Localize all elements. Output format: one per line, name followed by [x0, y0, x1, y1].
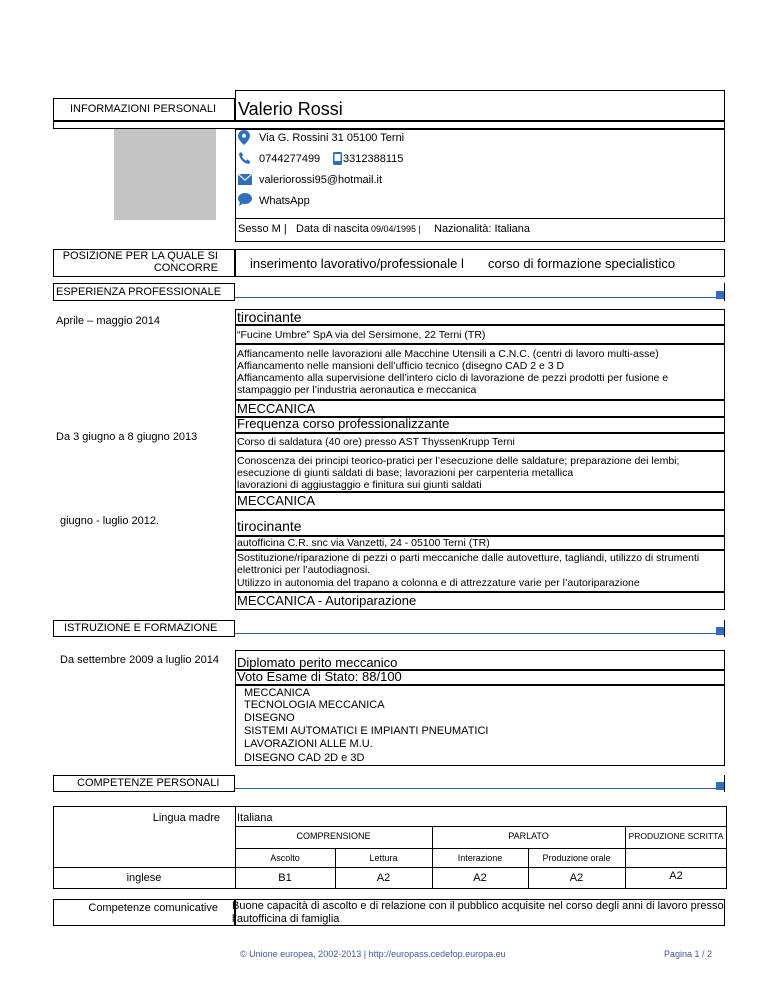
language-name: inglese: [126, 872, 162, 884]
mother-tongue-value: Italiana: [237, 812, 273, 824]
experience-1-desc-1: Affiancamento nelle lavorazioni alle Macchine Utensili a C.N.C. (centri di lavoro multi-asse): [237, 348, 659, 360]
education-title: Diplomato perito meccanico: [237, 655, 398, 670]
skills-section-marker: [716, 782, 724, 790]
education-subject-2: TECNOLOGIA MECCANICA: [244, 699, 385, 711]
experience-1-title: tirocinante: [237, 309, 302, 325]
experience-2-desc-3: lavorazioni di aggiustaggio e finitura sui giunti saldati: [237, 479, 482, 491]
experience-2-sector: MECCANICA: [237, 493, 316, 508]
messenger-text: WhatsApp: [259, 195, 310, 207]
footer-copyright[interactable]: © Unione europea, 2002-2013 | http://europass.cedefop.europa.eu: [240, 949, 506, 959]
education-right-edge: [724, 620, 725, 637]
education-grade: Voto Esame di Stato: 88/100: [237, 669, 402, 684]
position-value-1: inserimento lavorativo/professionale l: [250, 256, 464, 271]
experience-3-employer: autofficina C.R. snc via Vanzetti, 24 - 05100 Terni (TR): [237, 537, 490, 549]
education-subject-1: MECCANICA: [244, 687, 311, 699]
mother-tongue-label: Lingua madre: [152, 812, 220, 824]
birth-label: Data di nascita: [296, 223, 369, 235]
location-pin-icon: [238, 130, 250, 145]
level-interazione: A2: [473, 872, 487, 884]
mobile-phone-icon: [333, 152, 342, 165]
personal-section-label: INFORMAZIONI PERSONALI: [70, 103, 217, 115]
phone-number: 0744277499: [259, 153, 321, 165]
experience-3-title-box: [235, 510, 725, 536]
education-period: Da settembre 2009 a luglio 2014: [60, 654, 219, 666]
sex-text: Sesso M |: [238, 223, 287, 235]
skills-section-label: COMPETENZE PERSONALI: [77, 777, 220, 789]
communication-line-1: Buone capacità di ascolto e di relazione con il pubblico acquisite nel corso degli anni di lavoro presso: [232, 900, 724, 912]
experience-3-period: giugno - luglio 2012.: [60, 515, 160, 527]
email-icon: [238, 174, 252, 185]
education-subject-5: LAVORAZIONI ALLE M.U.: [244, 738, 373, 750]
position-label-line2: CONCORRE: [153, 262, 218, 274]
experience-3-title: tirocinante: [237, 518, 302, 534]
level-produzione-scritta: A2: [669, 870, 683, 882]
candidate-name: Valerio Rossi: [238, 99, 343, 119]
skills-right-edge: [724, 775, 725, 792]
position-value-2: corso di formazione specialistico: [488, 256, 676, 271]
experience-1-employer: “Fucine Umbre” SpA via del Sersimone, 22 Terni (TR): [237, 329, 486, 341]
header-comprensione: COMPRENSIONE: [296, 831, 371, 841]
experience-2-desc-1: Conoscenza dei principi teorico-pratici per l’esecuzione delle saldature; preparazione dei lembi;: [237, 455, 680, 467]
experience-2-desc-2: esecuzione di giunti saldati di base; lavorazioni per carpenteria metallica: [237, 467, 574, 479]
experience-3-desc-1: Sostituzione/riparazione di pezzi o parti meccaniche dalle autovetture, tagliandi, utilizzo di strumenti: [237, 552, 700, 564]
language-table-row2: [235, 848, 727, 849]
experience-1-desc-2: Affiancamento nelle mansioni dell’ufficio tecnico (disegno CAD 2 e 3 D: [237, 360, 565, 372]
education-section-bar: [235, 633, 718, 634]
experience-section-marker: [716, 291, 724, 299]
personal-spacer-row: [53, 121, 725, 129]
nationality-text: Nazionalità: Italiana: [434, 223, 531, 235]
experience-1-period: Aprile – maggio 2014: [56, 315, 160, 327]
education-subject-3: DISEGNO: [244, 712, 295, 724]
level-produzione-orale: A2: [569, 872, 584, 884]
education-subject-6: DISEGNO CAD 2D e 3D: [244, 752, 365, 764]
birth-date: 09/04/1995 |: [371, 224, 421, 234]
mobile-number: 3312388115: [343, 153, 404, 165]
header-interazione: Interazione: [457, 853, 503, 863]
chat-bubble-icon: [238, 193, 252, 206]
experience-1-desc-4: stampaggio per l’industria aeronautica e meccanica: [237, 384, 477, 396]
header-produzione-scritta: PRODUZIONE SCRITTA: [628, 831, 724, 841]
education-subject-4: SISTEMI AUTOMATICI E IMPIANTI PNEUMATICI: [244, 725, 489, 737]
header-ascolto: Ascolto: [270, 853, 300, 863]
footer-page-number: Pagina 1 / 2: [664, 949, 713, 959]
experience-section-bar: [235, 297, 718, 298]
education-section-label: ISTRUZIONE E FORMAZIONE: [64, 622, 218, 634]
email-address[interactable]: valeriorossi95@hotmail.it: [259, 174, 383, 186]
contact-divider: [235, 218, 725, 219]
experience-3-sector: MECCANICA - Autoriparazione: [237, 593, 417, 608]
communication-line-2: l’autofficina di famiglia: [232, 913, 340, 925]
header-parlato: PARLATO: [508, 831, 549, 841]
experience-right-edge: [724, 283, 725, 301]
experience-2-employer: Corso di saldatura (40 ore) presso AST ThyssenKrupp Terni: [237, 436, 515, 448]
phone-icon: [238, 151, 252, 165]
experience-3-desc-3: Utilizzo in autonomia del trapano a colonna e di attrezzature varie per l’autoriparazione: [237, 577, 640, 589]
experience-1-desc-3: Affiancamento alla supervisione dell’intero ciclo di lavorazione de pezzi prodotti per fusione e: [237, 372, 669, 384]
experience-1-title-box: [235, 309, 725, 325]
experience-2-period: Da 3 giugno a 8 giugno 2013: [56, 431, 198, 443]
header-produzione-orale: Produzione orale: [542, 853, 611, 863]
position-label-line1: POSIZIONE PER LA QUALE SI: [62, 250, 218, 262]
experience-2-title: Frequenza corso professionalizzante: [237, 416, 450, 431]
level-lettura: A2: [376, 872, 391, 884]
profile-photo: [114, 129, 216, 220]
education-section-marker: [716, 627, 724, 635]
language-table-row1: [235, 826, 727, 827]
communication-label: Competenze comunicative: [88, 902, 218, 914]
experience-3-desc-2: elettronici per l’autodiagnosi.: [237, 564, 371, 576]
skills-section-bar: [235, 788, 718, 789]
level-ascolto: B1: [278, 872, 292, 884]
address-text: Via G. Rossini 31 05100 Terni: [259, 132, 405, 144]
experience-1-sector: MECCANICA: [237, 401, 316, 416]
experience-section-label: ESPERIENZA PROFESSIONALE: [56, 286, 222, 298]
header-lettura: Lettura: [369, 853, 398, 863]
